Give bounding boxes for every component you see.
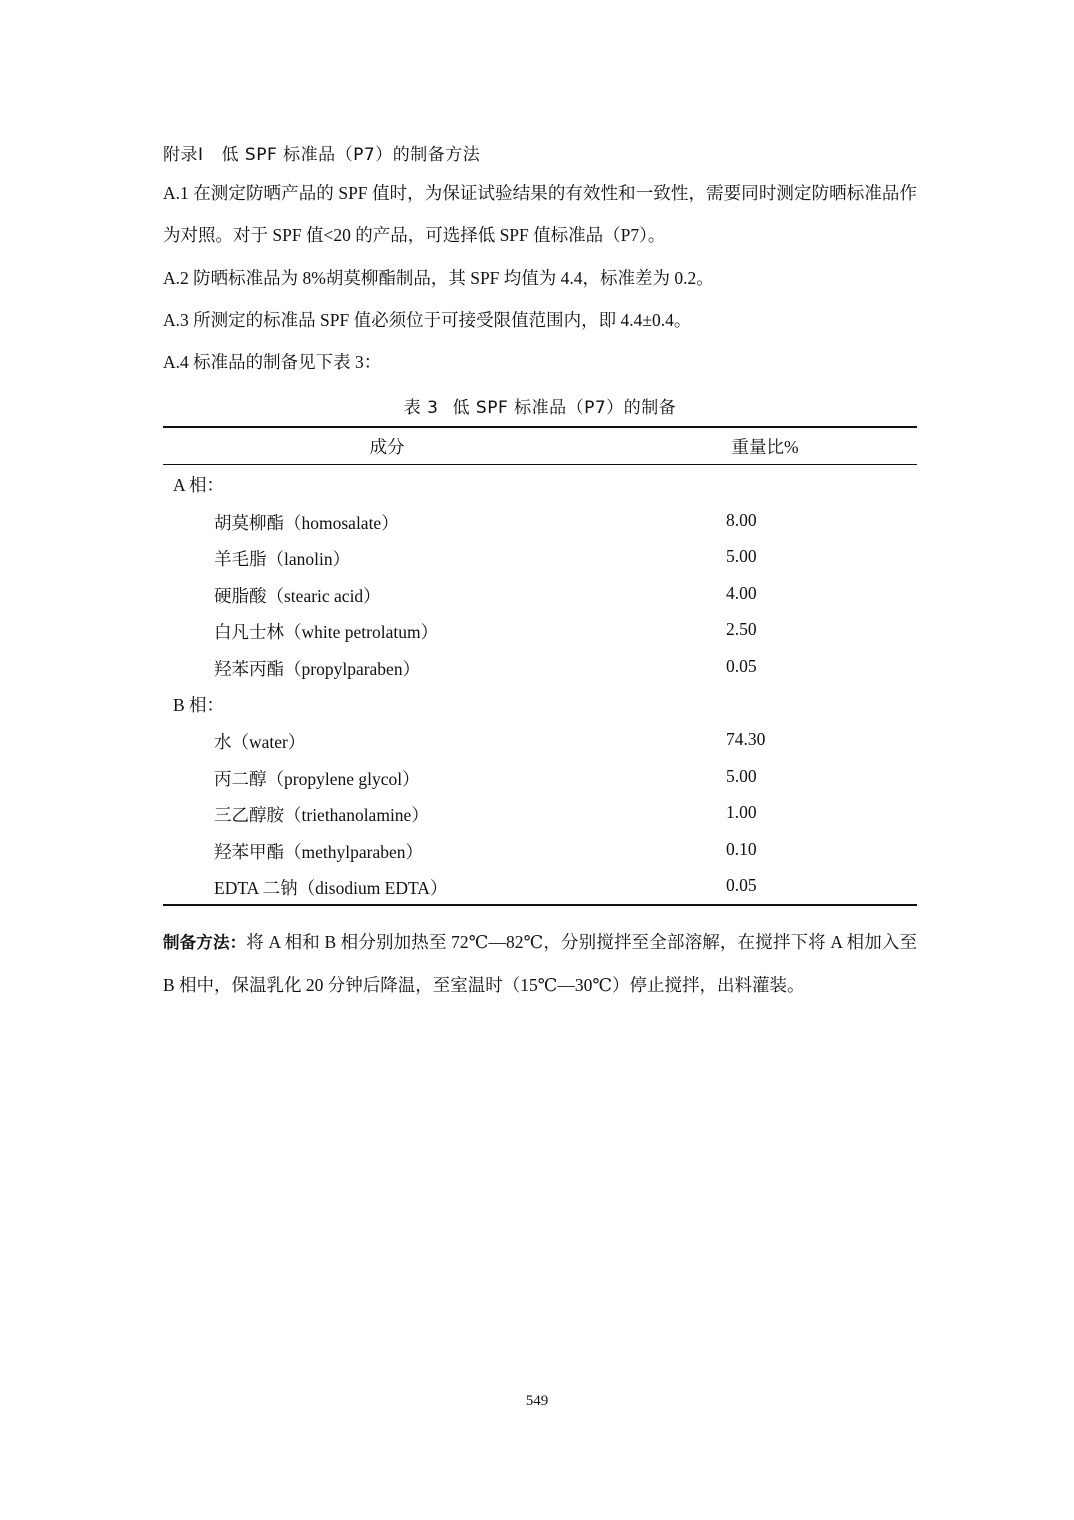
ingredient-value: 4.00	[726, 583, 757, 603]
ingredient-name: 丙二醇（propylene glycol）	[214, 769, 420, 789]
ingredient-value: 0.05	[726, 875, 757, 895]
table-row	[163, 839, 917, 875]
column-header-ingredient: 成分	[369, 437, 405, 457]
table-caption	[163, 393, 917, 418]
paragraph-a1: A.1 在测定防晒产品的 SPF 值时，为保证试验结果的有效性和一致性，需要同时测定防晒标准品作为对照。对于 SPF 值<20 的产品，可选择低 SPF 值标准品（P7）。	[163, 183, 917, 245]
table-row	[163, 510, 917, 546]
table-row	[163, 656, 917, 692]
column-header-weight: 重量比%	[731, 437, 799, 457]
appendix-label: 附录Ⅰ	[163, 145, 204, 165]
table-top-rule	[163, 426, 917, 428]
ingredient-name: EDTA 二钠（disodium EDTA）	[214, 878, 448, 898]
ingredient-name: 羟苯甲酯（methylparaben）	[214, 842, 423, 862]
table-header-rule	[163, 464, 917, 465]
table-row	[163, 583, 917, 619]
table-caption-title: 低 SPF 标准品（P7）的制备	[452, 398, 677, 418]
ingredient-value: 74.30	[726, 729, 766, 749]
ingredient-value: 2.50	[726, 619, 757, 639]
ingredient-value: 5.00	[726, 766, 757, 786]
table-caption-label: 表 3	[403, 398, 439, 418]
preparation-method	[163, 921, 917, 1007]
table-row	[163, 802, 917, 838]
table-row	[163, 766, 917, 802]
paragraph-a4: A.4 标准品的制备见下表 3：	[163, 352, 382, 372]
paragraph-a2: A.2 防晒标准品为 8%胡莫柳酯制品，其 SPF 均值为 4.4，标准差为 0.2。	[163, 268, 714, 288]
ingredient-name: 三乙醇胺（triethanolamine）	[214, 805, 429, 825]
ingredient-name: 水（water）	[214, 732, 306, 752]
method-text: 将 A 相和 B 相分别加热至 72℃—82℃，分别搅拌至全部溶解，在搅拌下将 A 相加入至 B 相中，保温乳化 20 分钟后降温，至室温时（15℃—30℃）停止搅拌，出料灌装。	[163, 932, 917, 995]
ingredient-value: 1.00	[726, 802, 757, 822]
phase-b-label: B 相：	[173, 695, 225, 715]
phase-a-label: A 相：	[173, 475, 225, 495]
ingredient-name: 羟苯丙酯（propylparaben）	[214, 659, 421, 679]
ingredient-name: 硬脂酸（stearic acid）	[214, 586, 381, 606]
table-row	[163, 619, 917, 655]
ingredient-name: 白凡士林（white petrolatum）	[214, 622, 439, 642]
paragraph-a3: A.3 所测定的标准品 SPF 值必须位于可接受限值范围内，即 4.4±0.4。	[163, 310, 692, 330]
table-row	[163, 546, 917, 582]
ingredient-value: 8.00	[726, 510, 757, 530]
page-number: 549	[525, 1393, 549, 1409]
ingredient-name: 胡莫柳酯（homosalate）	[214, 513, 399, 533]
ingredient-value: 5.00	[726, 546, 757, 566]
ingredient-value: 0.10	[726, 839, 757, 859]
appendix-heading	[163, 140, 480, 165]
table-bottom-rule	[163, 904, 917, 906]
appendix-title: 低 SPF 标准品（P7）的制备方法	[221, 145, 481, 165]
ingredient-value: 0.05	[726, 656, 757, 676]
ingredient-name: 羊毛脂（lanolin）	[214, 549, 351, 569]
table-row	[163, 729, 917, 765]
method-label: 制备方法：	[163, 933, 247, 952]
